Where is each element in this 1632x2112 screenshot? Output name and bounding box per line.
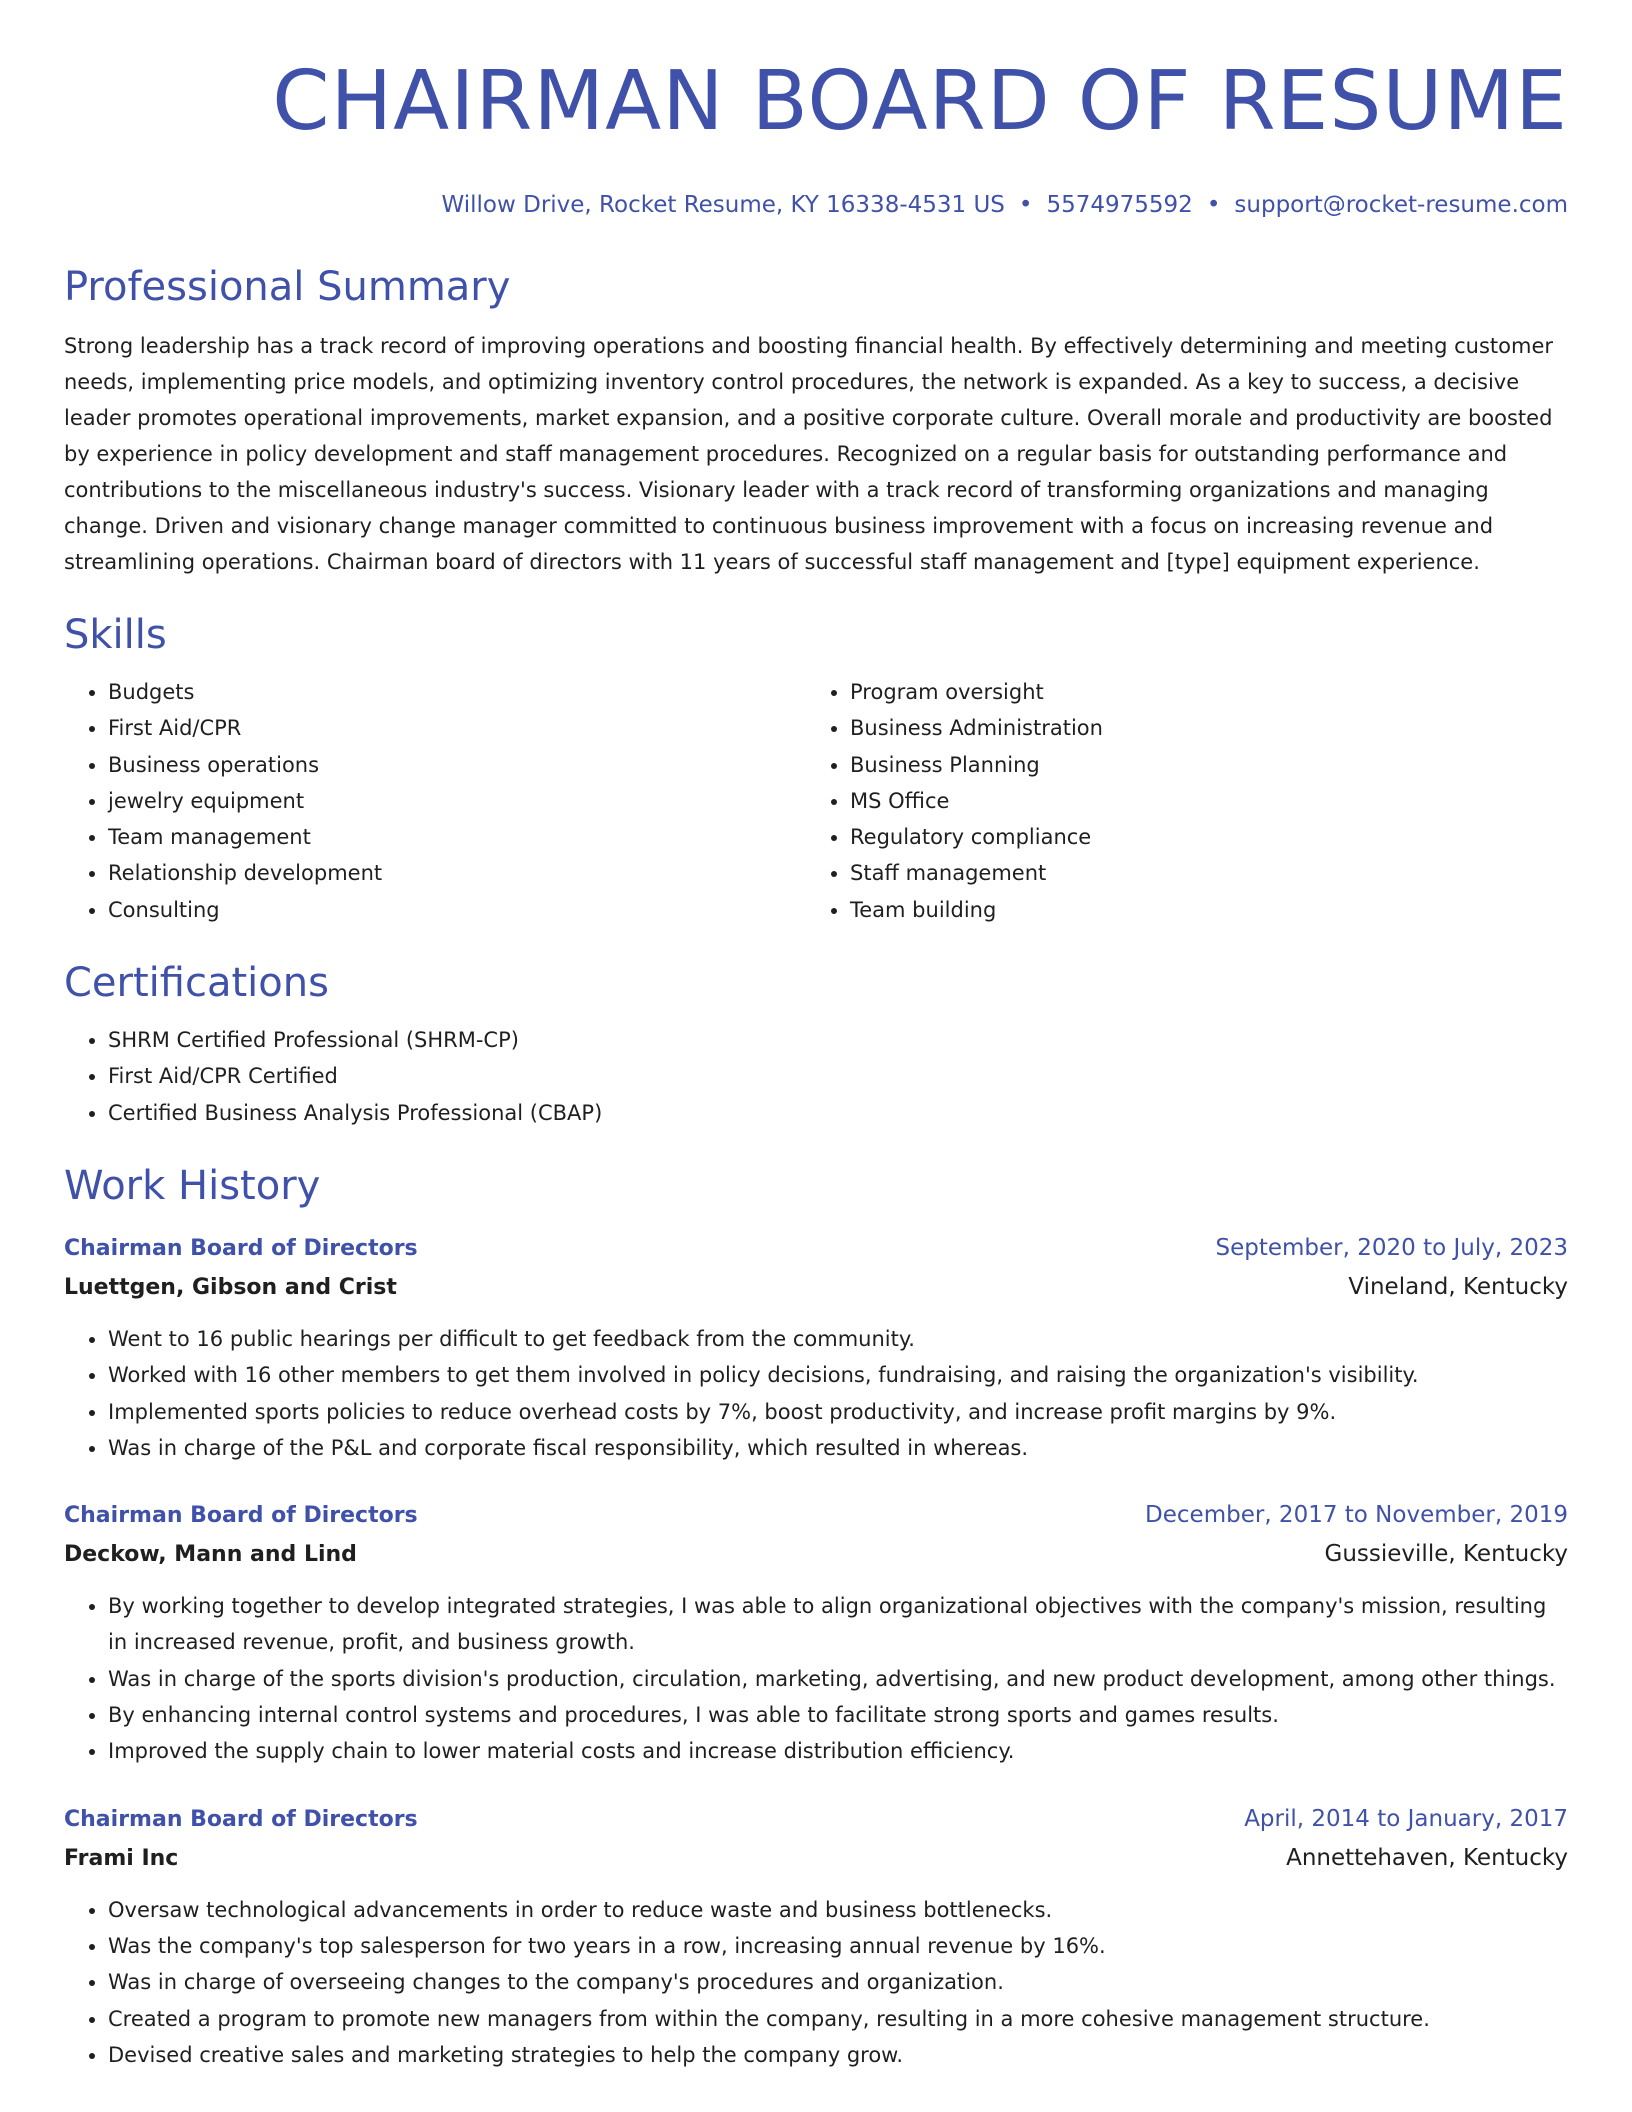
job-title-row <box>64 1800 1568 1839</box>
job-location: Annettehaven, Kentucky <box>1286 1844 1568 1871</box>
job-company-row <box>64 1839 1568 1878</box>
certifications-list <box>64 1022 1568 1131</box>
skill-item: • Regulatory compliance <box>850 819 1548 855</box>
contact-address: Willow Drive, Rocket Resume, KY 16338-4531 US <box>441 192 1005 218</box>
certification-item: • SHRM Certified Professional (SHRM-CP) <box>108 1022 1568 1058</box>
contact-email: support@rocket-resume.com <box>1234 192 1568 218</box>
job-bullet: • By enhancing internal control systems and procedures, I was able to facilitate strong sports and games results. <box>108 1697 1568 1733</box>
summary-text: Strong leadership has a track record of improving operations and boosting financial health. By effectively determining and meeting customer needs, implementing price models, and optimizing inventory control procedures, the network is expanded. As a key to success, a decisive leader promotes operational improvements, market expansion, and a positive corporate culture. Overall morale and productivity are boosted by experience in policy development and staff management procedures. Recognized on a regular basis for outstanding performance and contributions to the miscellaneous industry's success. Visionary leader with a track record of transforming organizations and managing change. Driven and visionary change manager committed to continuous business improvement with a focus on increasing revenue and streamlining operations. Chairman board of directors with 11 years of successful staff management and [type] equipment experience. <box>64 334 1554 574</box>
job-bullet: • Went to 16 public hearings per difficult to get feedback from the community. <box>108 1321 1568 1357</box>
job-bullet: • Implemented sports policies to reduce overhead costs by 7%, boost productivity, and increase profit margins by 9%. <box>108 1394 1568 1430</box>
skills-column-left <box>64 674 806 928</box>
skill-item: • Consulting <box>108 892 806 928</box>
skills-list <box>64 674 1568 928</box>
job-title: Chairman Board of Directors <box>64 1806 418 1832</box>
job-bullet: • Worked with 16 other members to get them involved in policy decisions, fundraising, and raising the organization's visibility. <box>108 1357 1568 1393</box>
job-dates: December, 2017 to November, 2019 <box>1145 1502 1568 1529</box>
job-company-row <box>64 1268 1568 1307</box>
job-bullet: • Was in charge of the P&L and corporate fiscal responsibility, which resulted in whereas. <box>108 1430 1568 1466</box>
job-title-row <box>64 1496 1568 1535</box>
job-bullets <box>64 1588 1568 1769</box>
job-dates: September, 2020 to July, 2023 <box>1215 1234 1568 1261</box>
job-dates: April, 2014 to January, 2017 <box>1244 1805 1568 1832</box>
skill-item: • Relationship development <box>108 855 806 891</box>
skill-item: • Budgets <box>108 674 806 710</box>
contact-separator: • <box>1206 192 1221 218</box>
job-entry <box>64 1496 1568 1769</box>
job-company: Frami Inc <box>64 1845 179 1871</box>
job-bullet: • By working together to develop integrated strategies, I was able to align organizational objectives with the company's mission, resulting in increased revenue, profit, and business growth. <box>108 1588 1568 1661</box>
candidate-name: CHAIRMAN BOARD OF RESUME <box>272 54 1568 149</box>
certification-item: • Certified Business Analysis Professional (CBAP) <box>108 1095 1568 1131</box>
skills-column-right <box>806 674 1548 928</box>
skill-item: • Team management <box>108 819 806 855</box>
job-company-row <box>64 1535 1568 1574</box>
skill-item: • Staff management <box>850 855 1548 891</box>
work-history-heading: Work History <box>64 1162 321 1209</box>
skill-item: • Program oversight <box>850 674 1548 710</box>
job-bullets <box>64 1892 1568 2073</box>
contact-phone: 5574975592 <box>1046 192 1193 218</box>
job-entry <box>64 1800 1568 2073</box>
contact-line <box>64 190 1568 220</box>
job-title: Chairman Board of Directors <box>64 1503 418 1529</box>
job-bullet: • Was the company's top salesperson for two years in a row, increasing annual revenue by 16%. <box>108 1928 1568 1964</box>
job-entry <box>64 1229 1568 1466</box>
job-bullet: • Was in charge of overseeing changes to the company's procedures and organization. <box>108 1964 1568 2000</box>
job-company: Luettgen, Gibson and Crist <box>64 1274 397 1300</box>
summary-heading: Professional Summary <box>64 264 511 310</box>
job-bullets <box>64 1321 1568 1466</box>
certification-item: • First Aid/CPR Certified <box>108 1058 1568 1094</box>
job-bullet: • Was in charge of the sports division's production, circulation, marketing, advertising, and new product development, among other things. <box>108 1661 1568 1697</box>
skill-item: • Business Planning <box>850 747 1548 783</box>
certifications-heading: Certifications <box>64 960 329 1007</box>
job-location: Vineland, Kentucky <box>1348 1273 1568 1300</box>
job-bullet: • Improved the supply chain to lower material costs and increase distribution efficiency. <box>108 1733 1568 1769</box>
job-bullet: • Devised creative sales and marketing strategies to help the company grow. <box>108 2037 1568 2073</box>
skill-item: • First Aid/CPR <box>108 710 806 746</box>
job-title-row <box>64 1229 1568 1268</box>
job-bullet: • Created a program to promote new managers from within the company, resulting in a more cohesive management structure. <box>108 2001 1568 2037</box>
skill-item: • Business Administration <box>850 710 1548 746</box>
contact-separator: • <box>1018 192 1033 218</box>
job-location: Gussieville, Kentucky <box>1324 1541 1568 1568</box>
resume-header <box>64 0 1568 220</box>
job-company: Deckow, Mann and Lind <box>64 1542 357 1568</box>
job-bullet: • Oversaw technological advancements in order to reduce waste and business bottlenecks. <box>108 1892 1568 1928</box>
skills-heading: Skills <box>64 612 167 658</box>
skill-item: • jewelry equipment <box>108 783 806 819</box>
job-title: Chairman Board of Directors <box>64 1235 418 1261</box>
skill-item: • Business operations <box>108 747 806 783</box>
skill-item: • MS Office <box>850 783 1548 819</box>
skill-item: • Team building <box>850 892 1548 928</box>
